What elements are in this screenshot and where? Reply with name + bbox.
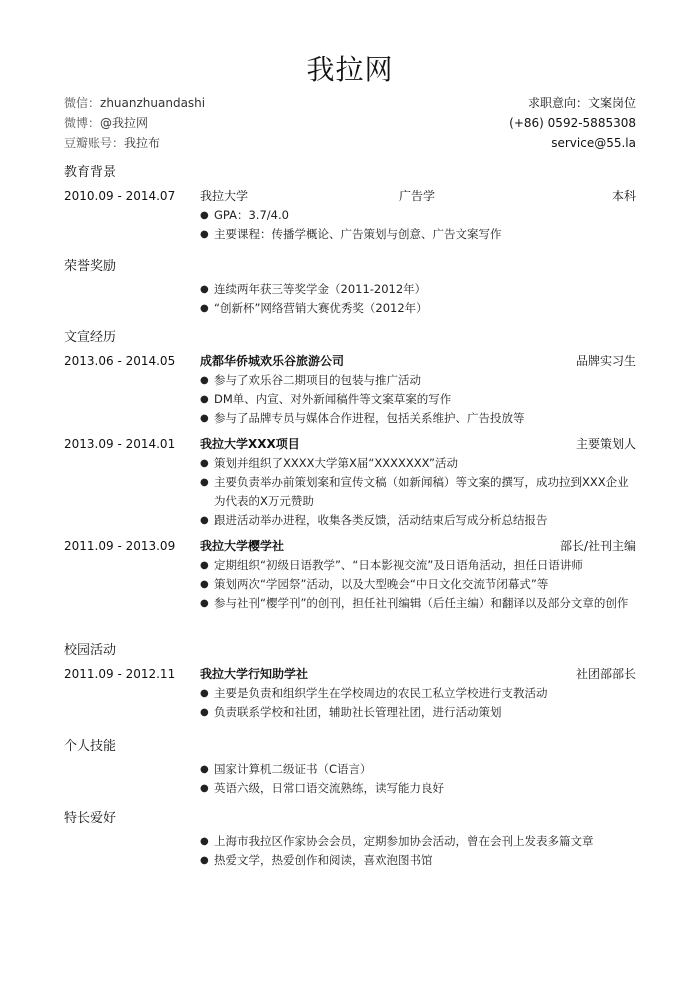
entry-header: [64, 351, 636, 371]
bullet-dot: ●: [200, 413, 209, 424]
bullet-list: [64, 556, 636, 613]
bullet-dot: ●: [200, 375, 209, 386]
list-item: [200, 299, 636, 318]
bullet-dot: ●: [200, 303, 209, 314]
list-item: [200, 556, 636, 575]
skills-section: [64, 736, 636, 798]
list-item-text: 主要课程：传播学概论、广告策划与创意、广告文案写作: [214, 227, 502, 241]
bullet-list: [64, 454, 636, 530]
experience-entry: [64, 351, 636, 428]
bullet-dot: ●: [200, 560, 209, 571]
list-item-text: 定期组织“初级日语教学”、“日本影视交流”及日语角活动，担任日语讲师: [214, 558, 583, 572]
experience-section: [64, 327, 636, 619]
entry-header: [64, 536, 636, 556]
list-item-text: 参与社刊“樱学刊”的创刊，担任社刊编辑（后任主编）和翻译以及部分文章的创作: [214, 596, 629, 610]
school-name: 我拉大学: [200, 189, 249, 203]
bullet-dot: ●: [200, 458, 209, 469]
list-item: [200, 684, 636, 703]
list-item-text: 国家计算机二级证书（C语言）: [214, 762, 372, 776]
list-item-text: GPA：3.7/4.0: [214, 208, 289, 222]
section-title: 校园活动: [64, 643, 117, 658]
education-section: [64, 162, 636, 250]
contact-douban: [64, 133, 205, 153]
list-item: [200, 280, 636, 299]
bullet-list: [64, 832, 636, 870]
list-item: [200, 594, 636, 613]
contact-value: zhuanzhuandashi: [100, 96, 206, 110]
campus-section: [64, 640, 636, 728]
experience-entry: [64, 434, 636, 530]
bullet-dot: ●: [200, 515, 209, 526]
list-item: [200, 760, 636, 779]
bullet-dot: ●: [200, 579, 209, 590]
contact-wechat: [64, 93, 205, 113]
contact-value: @我拉网: [100, 116, 149, 130]
bullet-dot: ●: [200, 836, 209, 847]
section-title: 文宣经历: [64, 330, 117, 345]
bullet-dot: ●: [200, 477, 209, 488]
organization-name: 我拉大学樱学社: [200, 539, 285, 553]
list-item: [200, 473, 636, 511]
entry-date: 2011.09 - 2012.11: [64, 667, 176, 681]
major-name: 广告学: [399, 189, 436, 203]
education-entry: [64, 186, 636, 244]
list-item: [200, 454, 636, 473]
bullet-list: [64, 760, 636, 798]
entry-date: 2010.09 - 2014.07: [64, 189, 176, 203]
list-item-text: 策划并组织了XXXX大学第X届“XXXXXXX”活动: [214, 456, 458, 470]
list-item-text: 热爱文学，热爱创作和阅读，喜欢泡图书馆: [214, 853, 433, 867]
list-item: [200, 851, 636, 870]
list-item: [200, 832, 636, 851]
entry-header: [64, 186, 636, 206]
contact-label: 微博：: [64, 116, 101, 130]
role-title: 品牌实习生: [575, 354, 636, 368]
bullet-list: [64, 280, 636, 318]
list-item: [200, 409, 636, 428]
bullet-list: [64, 206, 636, 244]
role-title: 部长/社刊主编: [559, 539, 636, 553]
list-item: [200, 371, 636, 390]
bullet-dot: ●: [200, 284, 209, 295]
entry-date: 2011.09 - 2013.09: [64, 539, 176, 553]
contact-weibo: [64, 113, 205, 133]
list-item: [200, 575, 636, 594]
contact-right: [509, 93, 636, 153]
campus-entry: [64, 664, 636, 722]
list-item: [200, 703, 636, 722]
list-item: [200, 390, 636, 409]
bullet-dot: ●: [200, 764, 209, 775]
list-item-text: 主要负责举办前策划案和宣传文稿（如新闻稿）等文案的撰写，成功拉到XXX企业为代表的X万元赞助: [214, 475, 629, 508]
experience-entry: [64, 536, 636, 613]
organization-name: 我拉大学行知助学社: [200, 667, 309, 681]
phone-number: (+86) 0592-5885308: [509, 116, 636, 130]
contact-label: 微信：: [64, 96, 101, 110]
list-item-text: 上海市我拉区作家协会会员，定期参加协会活动，曾在会刊上发表多篇文章: [214, 834, 594, 848]
bullet-dot: ●: [200, 855, 209, 866]
bullet-dot: ●: [200, 394, 209, 405]
bullet-dot: ●: [200, 229, 209, 240]
list-item-text: DM单、内宣、对外新闻稿件等文案草案的写作: [214, 392, 452, 406]
list-item-text: 英语六级，日常口语交流熟练，读写能力良好: [214, 781, 444, 795]
section-title: 特长爱好: [64, 811, 117, 826]
degree: 本科: [611, 189, 636, 203]
list-item: [200, 206, 636, 225]
list-item-text: 负责联系学校和社团，辅助社长管理社团，进行活动策划: [214, 705, 502, 719]
organization-name: 我拉大学XXX项目: [200, 437, 300, 451]
bullet-dot: ●: [200, 707, 209, 718]
role-title: 主要策划人: [575, 437, 636, 451]
role-title: 社团部部长: [575, 667, 636, 681]
list-item-text: 策划两次“学园祭”活动，以及大型晚会“中日文化交流节闭幕式”等: [214, 577, 549, 591]
contact-left: [64, 93, 205, 153]
section-title: 荣誉奖励: [64, 259, 117, 274]
list-item-text: 主要是负责和组织学生在学校周边的农民工私立学校进行支教活动: [214, 686, 548, 700]
honors-section: [64, 256, 636, 318]
section-title: 个人技能: [64, 739, 117, 754]
list-item-text: 连续两年获三等奖学金（2011-2012年）: [214, 282, 427, 296]
bullet-list: [64, 371, 636, 428]
bullet-dot: ●: [200, 783, 209, 794]
bullet-list: [64, 684, 636, 722]
bullet-dot: ●: [200, 688, 209, 699]
bullet-dot: ●: [200, 210, 209, 221]
list-item-text: 参与了品牌专员与媒体合作进程，包括关系维护、广告投放等: [214, 411, 525, 425]
list-item-text: 参与了欢乐谷二期项目的包装与推广活动: [214, 373, 421, 387]
job-intention: 求职意向：文案岗位: [527, 96, 636, 110]
contact-label: 豆瓣账号：: [64, 136, 125, 150]
email-address: service@55.la: [551, 136, 636, 150]
entry-header: [64, 664, 636, 684]
hobbies-section: [64, 808, 636, 870]
section-title: 教育背景: [64, 165, 117, 180]
contact-value: 我拉布: [124, 136, 161, 150]
list-item-text: 跟进活动举办进程，收集各类反馈，活动结束后写成分析总结报告: [214, 513, 548, 527]
entry-header: [64, 434, 636, 454]
resume-name: 我拉网: [306, 53, 394, 86]
list-item: [200, 511, 636, 530]
organization-name: 成都华侨城欢乐谷旅游公司: [200, 354, 345, 368]
list-item: [200, 779, 636, 798]
entry-date: 2013.06 - 2014.05: [64, 354, 176, 368]
list-item-text: “创新杯”网络营销大赛优秀奖（2012年）: [214, 301, 428, 315]
list-item: [200, 225, 636, 244]
entry-date: 2013.09 - 2014.01: [64, 437, 176, 451]
bullet-dot: ●: [200, 598, 209, 609]
